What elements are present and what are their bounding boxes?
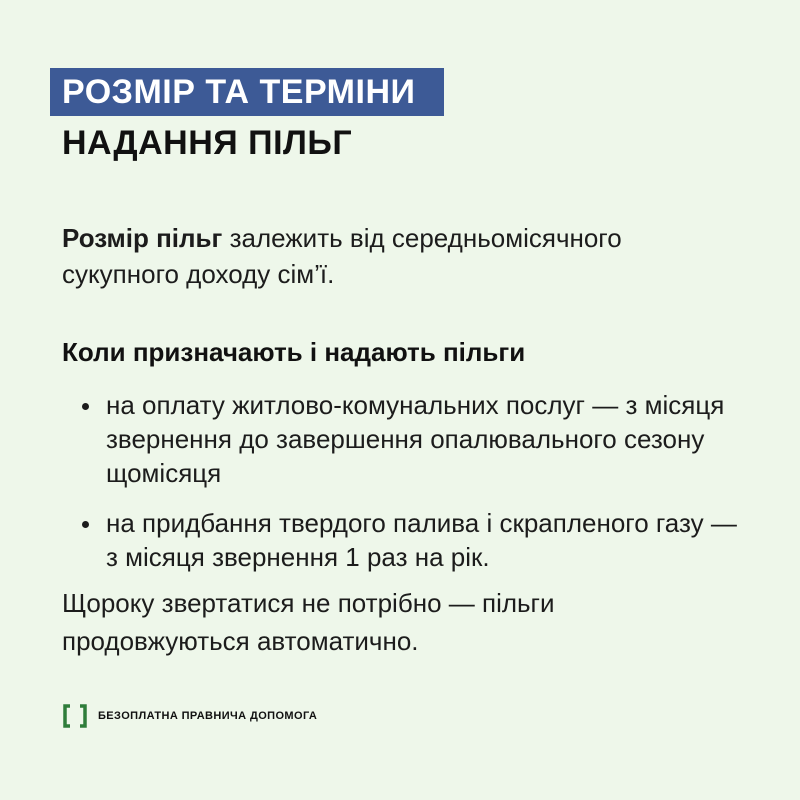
intro-bold-term: Розмір пільг: [62, 223, 223, 253]
list-item-text: на придбання твердого палива і скрапленого газу — з місяця звернення 1 раз на рік.: [106, 508, 737, 572]
intro-paragraph: [62, 220, 722, 292]
when-heading: Коли призначають і надають пільги: [62, 337, 526, 367]
page-title-second-line: НАДАННЯ ПІЛЬГ: [62, 124, 353, 162]
footer-note: Щороку звертатися не потрібно — пільги продовжуються автоматично.: [62, 588, 555, 656]
intro-text: залежить від середньомісячного сукупного доходу сім’ї.: [62, 223, 622, 289]
benefit-terms-list: [62, 388, 742, 590]
bracket-logo-icon: [62, 703, 88, 729]
list-item: [62, 506, 742, 574]
page-title-highlight: РОЗМІР ТА ТЕРМІНИ: [50, 68, 444, 116]
brand-logo: [62, 703, 317, 729]
bullet-icon: [82, 521, 89, 528]
brand-name: БЕЗОПЛАТНА ПРАВНИЧА ДОПОМОГА: [98, 710, 318, 722]
list-item: [62, 388, 742, 490]
list-item-text: на оплату житлово-комунальних послуг — з місяця звернення до завершення опалювального сезону щомісяця: [106, 390, 725, 488]
bullet-icon: [82, 403, 89, 410]
